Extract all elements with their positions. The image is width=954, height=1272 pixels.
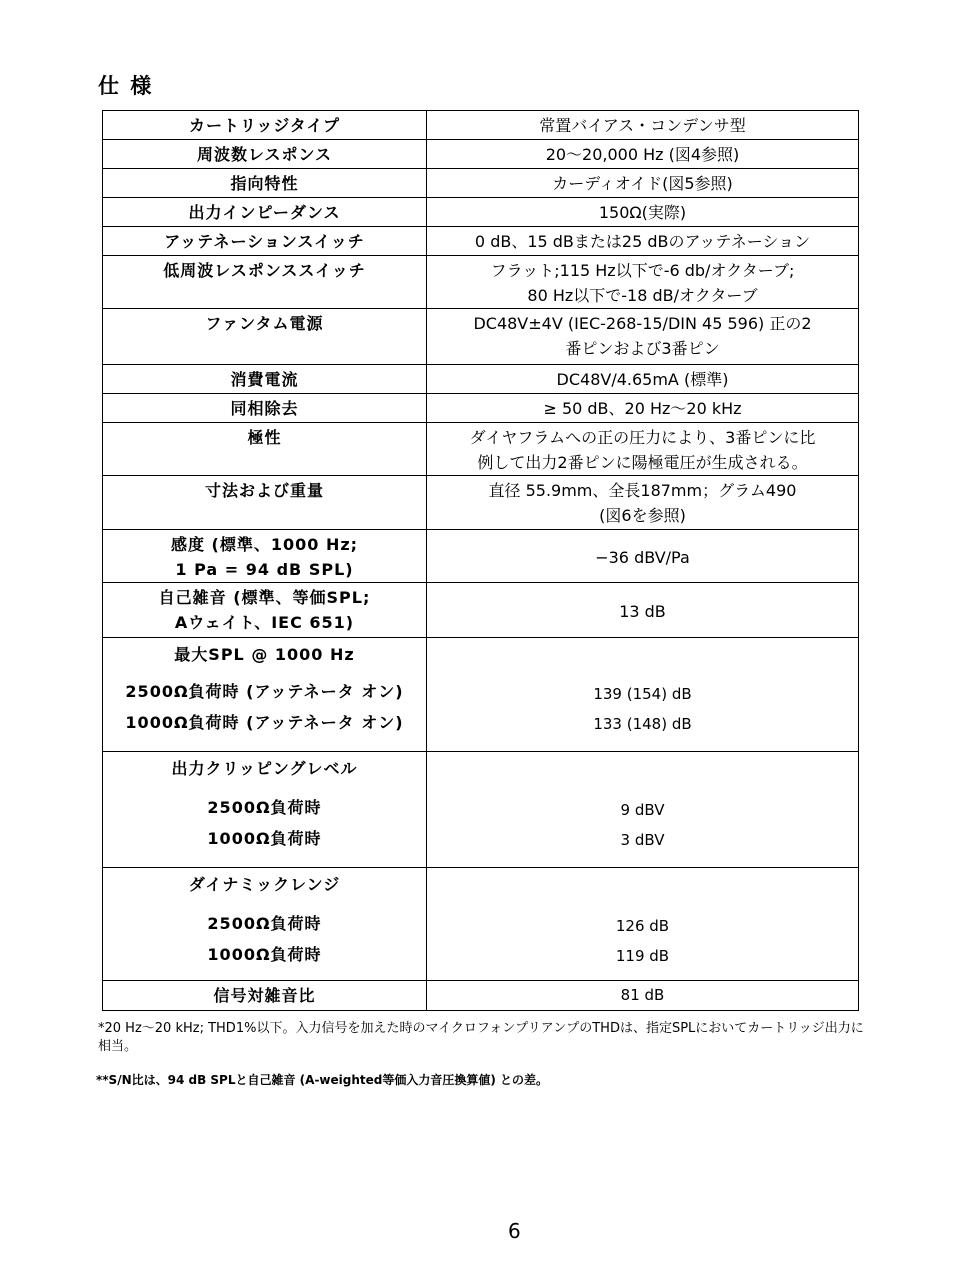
spec-value: DC48V/4.65mA (標準) [427,365,859,394]
value-line: (図6を参照) [599,506,686,525]
value-line: 直径 55.9mm、全長187mm；グラム490 [488,481,797,500]
spec-value [427,476,859,530]
spec-value [427,868,859,981]
spec-label: カートリッジタイプ [103,111,427,140]
label-line: Aウェイト、IEC 651) [174,613,355,632]
value-line: 80 Hz以下で-18 dB/オクターブ [527,286,758,305]
table-row [103,868,859,981]
table-row [103,583,859,638]
sub-value: 9 dBV [620,801,665,819]
spec-label: 消費電流 [103,365,427,394]
spec-value: 20～20,000 Hz (図4参照) [427,140,859,169]
value-line: 番ピンおよび3番ピン [565,339,720,358]
group-heading: ダイナミックレンジ [188,875,341,894]
table-row [103,423,859,476]
value-line: ダイヤフラムへの正の圧力により、3番ピンに比 [469,428,816,447]
spec-label: 極性 [103,423,427,476]
table-row [103,227,859,256]
sub-label: 2500Ω負荷時 [207,798,322,817]
table-row [103,394,859,423]
table-row [103,981,859,1011]
spec-label [103,752,427,868]
spec-label: ファンタム電源 [103,309,427,365]
spec-label: 指向特性 [103,169,427,198]
sub-value: 133 (148) dB [593,715,692,733]
table-row [103,476,859,530]
spec-value: カーディオイド(図5参照) [427,169,859,198]
table-row [103,638,859,752]
table-row [103,256,859,309]
sub-value: 126 dB [615,917,670,935]
spec-value [427,309,859,365]
spec-label [103,638,427,752]
sub-value: 3 dBV [620,831,665,849]
spec-label: 同相除去 [103,394,427,423]
spec-label: アッテネーションスイッチ [103,227,427,256]
sub-label: 1000Ω負荷時 [207,945,322,964]
footnote: *20 Hz～20 kHz; THD1%以下。入力信号を加えた時のマイクロフォンプリアンプのTHDは、指定SPLにおいてカートリッジ出力に相当。 [98,1021,864,1054]
spec-value: ≥ 50 dB、20 Hz～20 kHz [427,394,859,423]
value-line: DC48V±4V (IEC-268-15/DIN 45 596) 正の2 [473,314,812,333]
label-line: 自己雑音 (標準、等価SPL; [158,588,371,607]
spec-value [427,752,859,868]
sub-value: 119 dB [615,947,670,965]
page-title: 仕 様 [98,74,154,98]
spec-value: 0 dB、15 dBまたは25 dBのアッテネーション [427,227,859,256]
sub-value: 139 (154) dB [593,685,692,703]
table-row [103,309,859,365]
value-line: 例して出力2番ピンに陽極電圧が生成される。 [477,453,808,472]
label-line: 感度 (標準、1000 Hz; [170,535,359,554]
spec-label: 出力インピーダンス [103,198,427,227]
spec-value [427,423,859,476]
spec-label: 周波数レスポンス [103,140,427,169]
spec-value [427,256,859,309]
table-row [103,752,859,868]
spec-label: 信号対雑音比 [103,981,427,1011]
sub-label: 1000Ω負荷時 [207,829,322,848]
spec-label [103,583,427,638]
sub-label: 2500Ω負荷時 [207,914,322,933]
table-row [103,198,859,227]
page-number: 6 [508,1219,521,1243]
sub-label: 1000Ω負荷時 (アッテネータ オン) [125,713,404,732]
spec-value: −36 dBV/Pa [427,530,859,583]
spec-value [427,638,859,752]
spec-value: 150Ω(実際) [427,198,859,227]
table-row [103,140,859,169]
label-line: 1 Pa = 94 dB SPL) [175,560,354,579]
table-row [103,530,859,583]
spec-label: 寸法および重量 [103,476,427,530]
spec-label [103,868,427,981]
spec-value: 13 dB [427,583,859,638]
table-row [103,111,859,140]
value-line: フラット;115 Hz以下で-6 db/オクターブ; [490,261,795,280]
spec-label [103,530,427,583]
table-row [103,169,859,198]
spec-value: 81 dB [427,981,859,1011]
footnote: **S/N比は、94 dB SPLと自己雑音 (A-weighted等価入力音圧換算値) との差。 [96,1073,549,1087]
table-row [103,365,859,394]
spec-value: 常置バイアス・コンデンサ型 [427,111,859,140]
spec-table [102,110,859,1011]
sub-label: 2500Ω負荷時 (アッテネータ オン) [125,682,404,701]
group-heading: 出力クリッピングレベル [171,759,358,778]
spec-label: 低周波レスポンススイッチ [103,256,427,309]
group-heading: 最大SPL @ 1000 Hz [174,645,355,664]
